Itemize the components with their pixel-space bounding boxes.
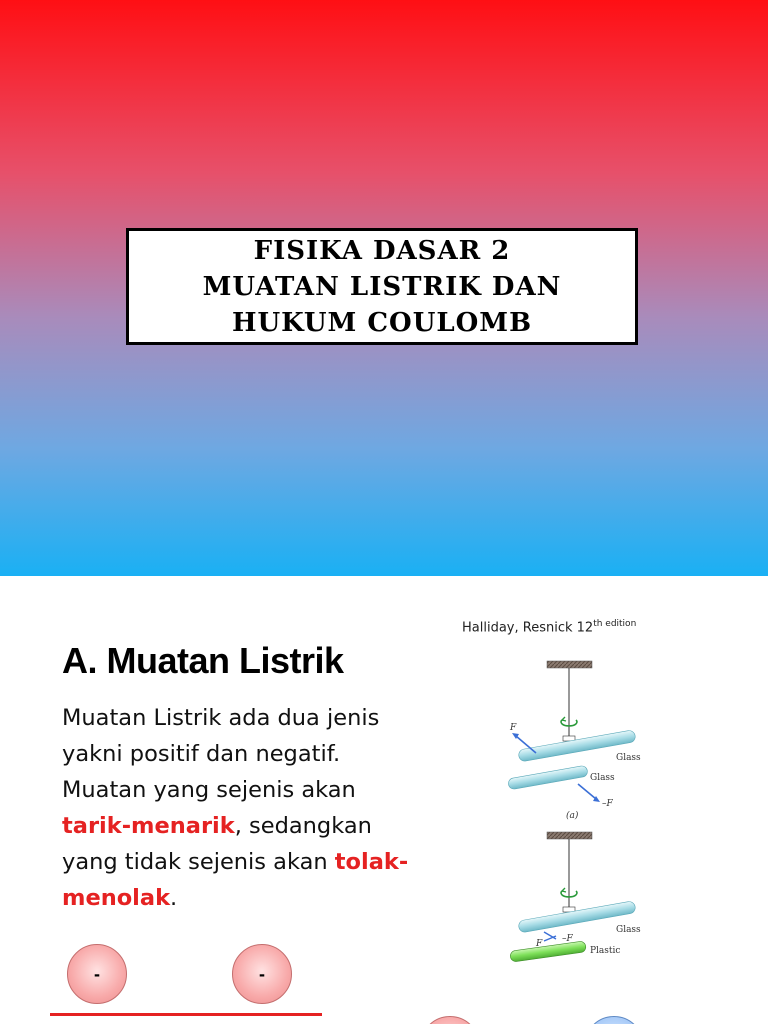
body-paragraph — [62, 700, 412, 916]
label-neg-force-b: –F — [562, 934, 573, 944]
figure-credit — [462, 619, 636, 635]
body-text-3: . — [170, 885, 178, 911]
ceiling-mount-a — [547, 661, 592, 668]
content-slide — [0, 576, 768, 1024]
credit-text: Halliday, Resnick 12 — [462, 620, 594, 636]
glass-rod-a-lower — [508, 765, 589, 790]
charge-partial-1 — [420, 1016, 480, 1024]
body-text-1: Muatan Listrik ada dua jenis yakni positif dan negatif. Muatan yang sejenis akan — [62, 705, 380, 803]
credit-sup: th edition — [593, 619, 637, 629]
rotation-arrow-a — [562, 717, 566, 721]
charge-partial-2 — [584, 1016, 644, 1024]
highlight-attract: tarik-menarik — [62, 813, 235, 839]
title-line-2: MUATAN LISTRIK DAN — [202, 271, 562, 302]
rotation-arrow-b — [562, 888, 566, 892]
negative-charge-2: - — [232, 944, 292, 1004]
label-neg-force-a: –F — [602, 799, 613, 809]
label-plastic: Plastic — [590, 946, 621, 956]
ceiling-mount-b — [547, 832, 592, 839]
label-force-b: F — [536, 939, 543, 949]
rod-experiment-figure — [498, 656, 648, 976]
body-text-2: , sedangkan yang tidak sejenis akan — [62, 813, 372, 875]
title-line-1: FISIKA DASAR 2 — [253, 235, 511, 266]
label-glass-b: Glass — [616, 925, 641, 935]
label-glass-top: Glass — [616, 753, 641, 763]
force-arrow-a-down — [578, 784, 596, 799]
label-force-a: F — [510, 723, 517, 733]
negative-charge-1: - — [67, 944, 127, 1004]
title-box — [126, 228, 638, 345]
title-line-3: HUKUM COULOMB — [231, 307, 533, 338]
label-glass-lower: Glass — [590, 773, 615, 783]
separator-line — [50, 1013, 322, 1016]
label-a: (a) — [566, 811, 579, 821]
highlight-repel: tolak- menolak — [62, 849, 409, 911]
plastic-rod-b — [510, 941, 587, 962]
section-heading: A. Muatan Listrik — [62, 640, 344, 681]
